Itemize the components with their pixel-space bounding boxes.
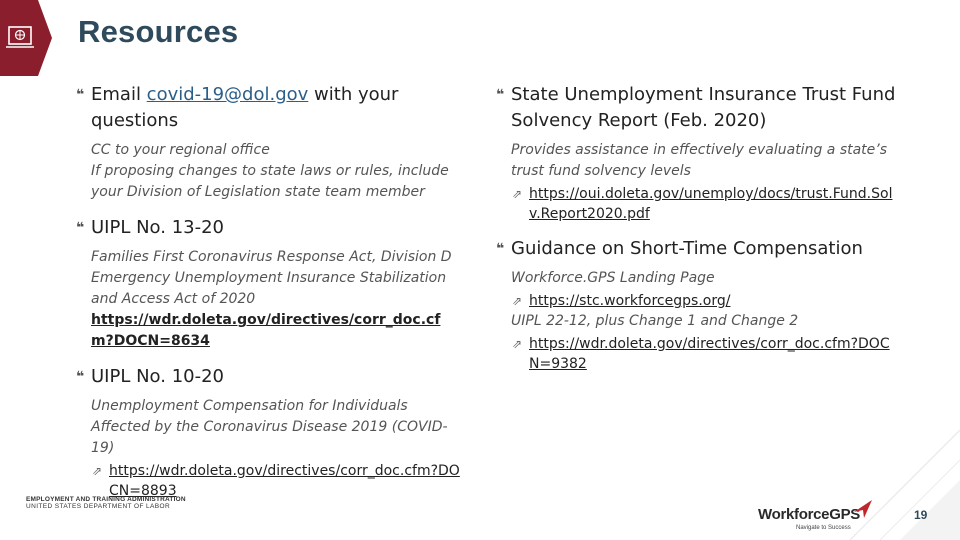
uipl-13-20-heading: ❝ UIPL No. 13-20 xyxy=(76,215,461,241)
email-link[interactable]: covid-19@dol.gov xyxy=(146,84,309,105)
trust-fund-heading: ❝ State Unemployment Insurance Trust Fund Solvency Report (Feb. 2020) xyxy=(496,84,896,131)
page-number: 19 xyxy=(914,508,928,522)
stc-landing-link[interactable]: https://stc.workforcegps.org/ xyxy=(529,293,731,309)
uipl-10-20-link[interactable]: https://wdr.doleta.gov/directives/corr_doc.cfm?DOCN=8893 xyxy=(109,463,460,499)
arrow-icon: ⇗ xyxy=(92,464,103,478)
workforcegps-tagline: Navigate to Success xyxy=(796,525,851,531)
stc-uipl-link[interactable]: https://wdr.doleta.gov/directives/corr_doc.cfm?DOCN=9382 xyxy=(529,336,890,372)
corner-badge xyxy=(0,0,52,76)
email-bullet: ❝ Email covid-19@dol.gov with your questions xyxy=(76,84,399,131)
uipl-10-20-link-row xyxy=(76,461,461,501)
bullet-icon: ❝ xyxy=(76,220,85,236)
trust-fund-link-row xyxy=(496,184,896,224)
bullet-icon: ❝ xyxy=(496,241,505,257)
email-sub-cc: CC to your regional office xyxy=(91,142,270,158)
uipl-13-20-link[interactable]: https://wdr.doleta.gov/directives/corr_doc.cfm?DOCN=8634 xyxy=(91,312,441,349)
trust-fund-link[interactable]: https://oui.doleta.gov/unemploy/docs/trust.Fund.Solv.Report2020.pdf xyxy=(529,186,893,222)
bullet-icon: ❝ xyxy=(496,87,505,103)
dol-line-1: EMPLOYMENT AND TRAINING ADMINISTRATION xyxy=(26,496,186,503)
uipl-10-20-heading: ❝ UIPL No. 10-20 xyxy=(76,364,461,390)
left-column xyxy=(76,82,461,501)
workforcegps-brand: WorkforceGPS xyxy=(758,506,860,523)
stc-uipl-link-row xyxy=(496,334,896,374)
uipl-10-20-description: Unemployment Compensation for Individuals Affected by the Coronavirus Disease 2019 (COVID-19) xyxy=(91,398,448,456)
dol-line-2: UNITED STATES DEPARTMENT OF LABOR xyxy=(26,503,171,510)
trust-fund-description: Provides assistance in effectively evaluating a state’s trust fund solvency levels xyxy=(511,142,888,179)
stc-heading: ❝ Guidance on Short-Time Compensation xyxy=(496,236,896,262)
uipl-13-20-description: Families First Coronavirus Response Act, Division D Emergency Unemployment Insurance Stabilization and Access Act of 2020 xyxy=(91,249,452,307)
bullet-icon: ❝ xyxy=(76,87,85,103)
bullet-icon: ❝ xyxy=(76,369,85,385)
page-title: Resources xyxy=(78,14,239,49)
right-column xyxy=(496,82,896,374)
stc-landing-label: Workforce.GPS Landing Page xyxy=(511,270,715,286)
arrow-logo-icon xyxy=(852,498,874,520)
arrow-icon: ⇗ xyxy=(512,294,523,308)
arrow-icon: ⇗ xyxy=(512,337,523,351)
workforcegps-logo xyxy=(756,498,876,538)
stc-landing-link-row xyxy=(496,291,896,311)
stc-uipl-label: UIPL 22-12, plus Change 1 and Change 2 xyxy=(511,313,799,329)
email-sub-legislation: If proposing changes to state laws or rules, include your Division of Legislation state team member xyxy=(91,163,449,200)
arrow-icon: ⇗ xyxy=(512,187,523,201)
dol-logo xyxy=(26,496,206,510)
